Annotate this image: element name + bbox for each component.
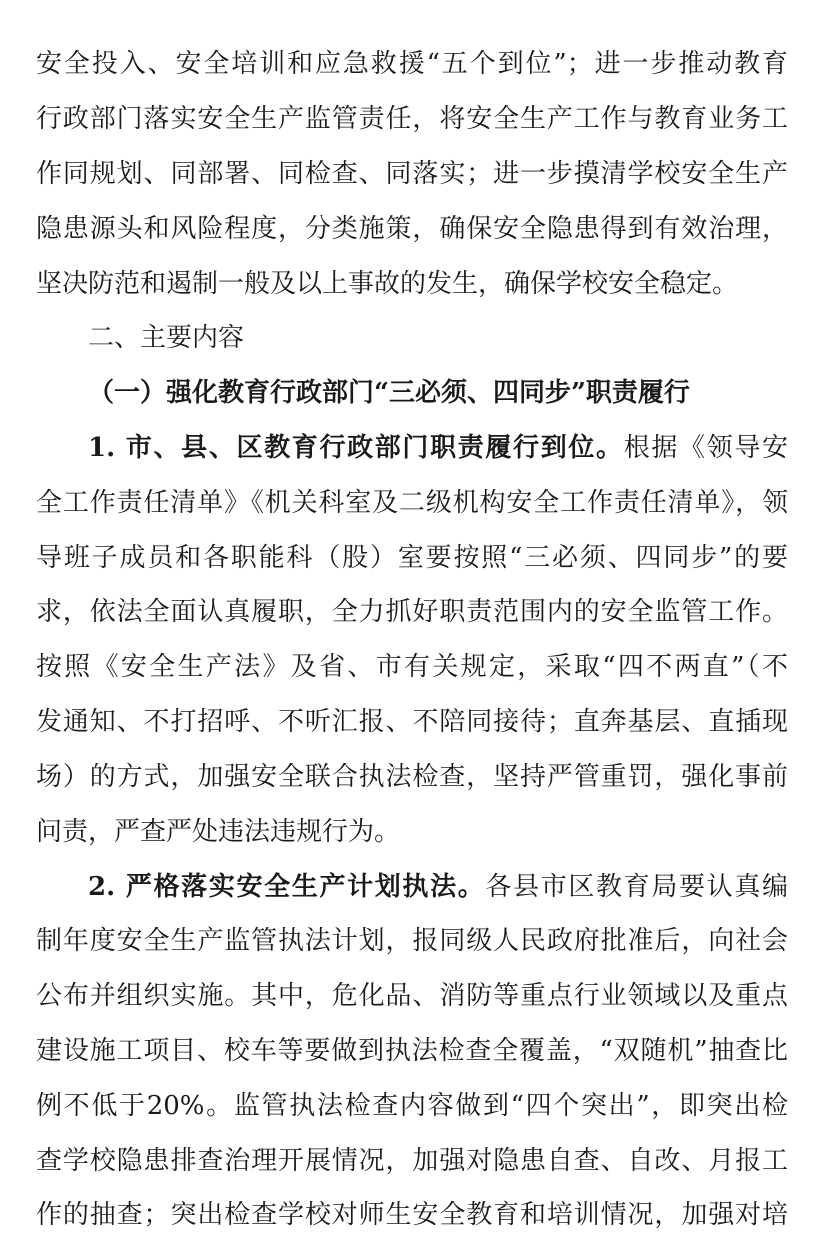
paragraph-line: 问责，严查严处违法违规行为。 <box>36 817 401 847</box>
paragraph-line: 安全投入、安全培训和应急救援“五个到位”；进一步推动教育 <box>36 49 788 79</box>
section-heading: 二、主要内容 <box>88 323 245 353</box>
item1-first-line-rest: 根据《领导安 <box>623 433 788 463</box>
subsection-heading: （一）强化教育行政部门“三必须、四同步”职责履行 <box>88 378 690 408</box>
paragraph-line: 按照《安全生产法》及省、市有关规定，采取“四不两直”（不 <box>36 652 788 682</box>
paragraph-line: 作同规划、同部署、同检查、同落实；进一步摸清学校安全生产 <box>36 159 788 189</box>
paragraph-line: 场）的方式，加强安全联合执法检查，坚持严管重罚，强化事前 <box>36 762 788 792</box>
paragraph-line: 发通知、不打招呼、不听汇报、不陪同接待；直奔基层、直插现 <box>36 707 788 737</box>
paragraph-line: 制年度安全生产监管执法计划，报同级人民政府批准后，向社会 <box>36 926 788 956</box>
paragraph-line: 坚决防范和遏制一般及以上事故的发生，确保学校安全稳定。 <box>36 269 739 299</box>
paragraph-line: 例不低于20%。监管执法检查内容做到“四个突出”，即突出检 <box>36 1091 788 1121</box>
paragraph-line: 隐患源头和风险程度，分类施策，确保安全隐患得到有效治理， <box>36 214 788 244</box>
item2-first-line <box>88 867 788 907</box>
paragraph-line: 行政部门落实安全生产监管责任，将安全生产工作与教育业务工 <box>36 104 788 134</box>
paragraph-line: 求，依法全面认真履职，全力抓好职责范围内的安全监管工作。 <box>36 597 788 627</box>
item1-title: 1. 市、县、区教育行政部门职责履行到位。 <box>88 433 624 463</box>
paragraph-line: 导班子成员和各职能科（股）室要按照“三必须、四同步”的要 <box>36 543 788 573</box>
paragraph-line: 公布并组织实施。其中，危化品、消防等重点行业领域以及重点 <box>36 981 788 1011</box>
item1-first-line <box>88 428 788 468</box>
paragraph-line: 作的抽查；突出检查学校对师生安全教育和培训情况，加强对培 <box>36 1200 788 1230</box>
item2-title: 2. 严格落实安全生产计划执法。 <box>88 872 486 902</box>
item2-first-line-rest: 各县市区教育局要认真编 <box>485 872 788 902</box>
paragraph-line: 查学校隐患排查治理开展情况，加强对隐患自查、自改、月报工 <box>36 1146 788 1176</box>
paragraph-line: 全工作责任清单》《机关科室及二级机构安全工作责任清单》，领 <box>36 488 788 518</box>
paragraph-line: 建设施工项目、校车等要做到执法检查全覆盖，“双随机”抽查比 <box>36 1036 788 1066</box>
